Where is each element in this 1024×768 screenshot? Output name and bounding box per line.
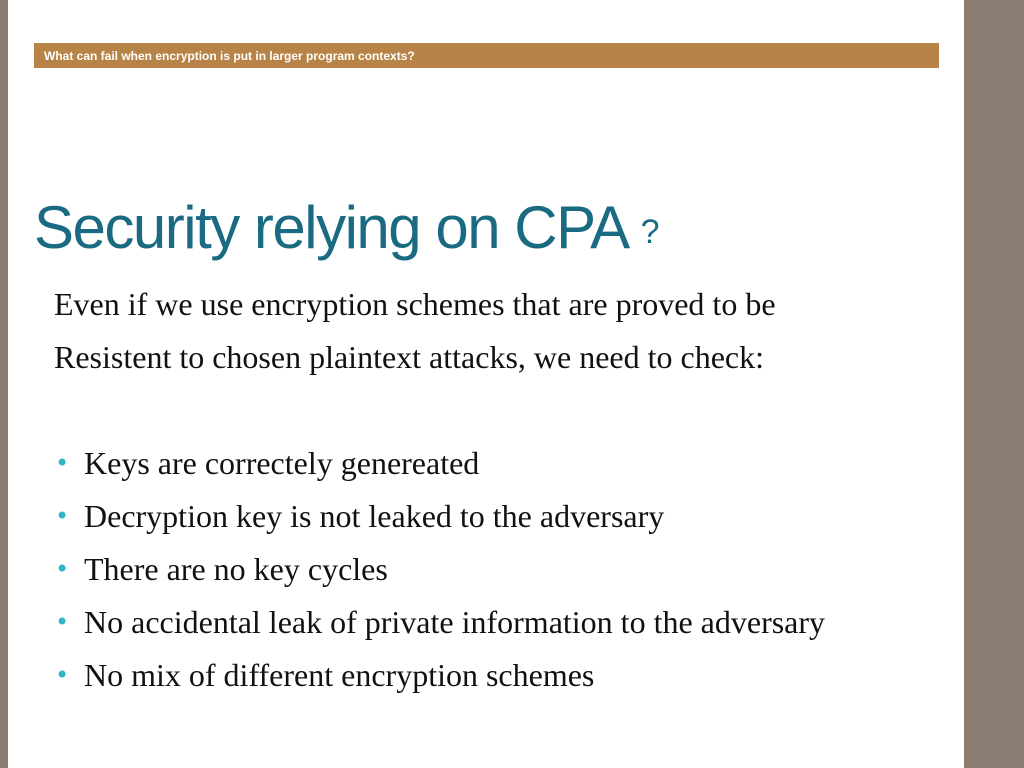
slide-title-main: Security relying on CPA (34, 194, 629, 261)
header-band (34, 43, 939, 68)
bullet-dot-icon: • (55, 502, 70, 530)
bullet-item (54, 490, 954, 543)
intro-line-1: Even if we use encryption schemes that are proved to be (54, 286, 776, 322)
bullet-text: There are no key cycles (84, 551, 388, 587)
bullet-item (54, 596, 954, 649)
slide-title-suffix: ? (640, 212, 660, 251)
bullet-dot-icon: • (55, 555, 70, 583)
bullet-text: No mix of different encryption schemes (84, 657, 595, 693)
bullet-text: Decryption key is not leaked to the adversary (84, 498, 665, 534)
right-side-bar (964, 0, 1024, 768)
bullet-item (54, 543, 954, 596)
spacer (54, 384, 954, 437)
left-side-bar (0, 0, 8, 768)
bullet-item (54, 437, 954, 490)
bullet-text: Keys are correctely genereated (84, 445, 480, 481)
bullet-text: No accidental leak of private information to the adversary (84, 604, 826, 640)
intro-line-2: Resistent to chosen plaintext attacks, we need to check: (54, 339, 764, 375)
slide-title (34, 188, 660, 272)
slide-body (54, 278, 954, 702)
bullet-dot-icon: • (55, 661, 70, 689)
header-text: What can fail when encryption is put in larger program contexts? (44, 48, 415, 63)
bullet-list (54, 437, 954, 702)
bullet-dot-icon: • (55, 449, 70, 477)
bullet-item (54, 649, 954, 702)
bullet-dot-icon: • (55, 608, 70, 636)
